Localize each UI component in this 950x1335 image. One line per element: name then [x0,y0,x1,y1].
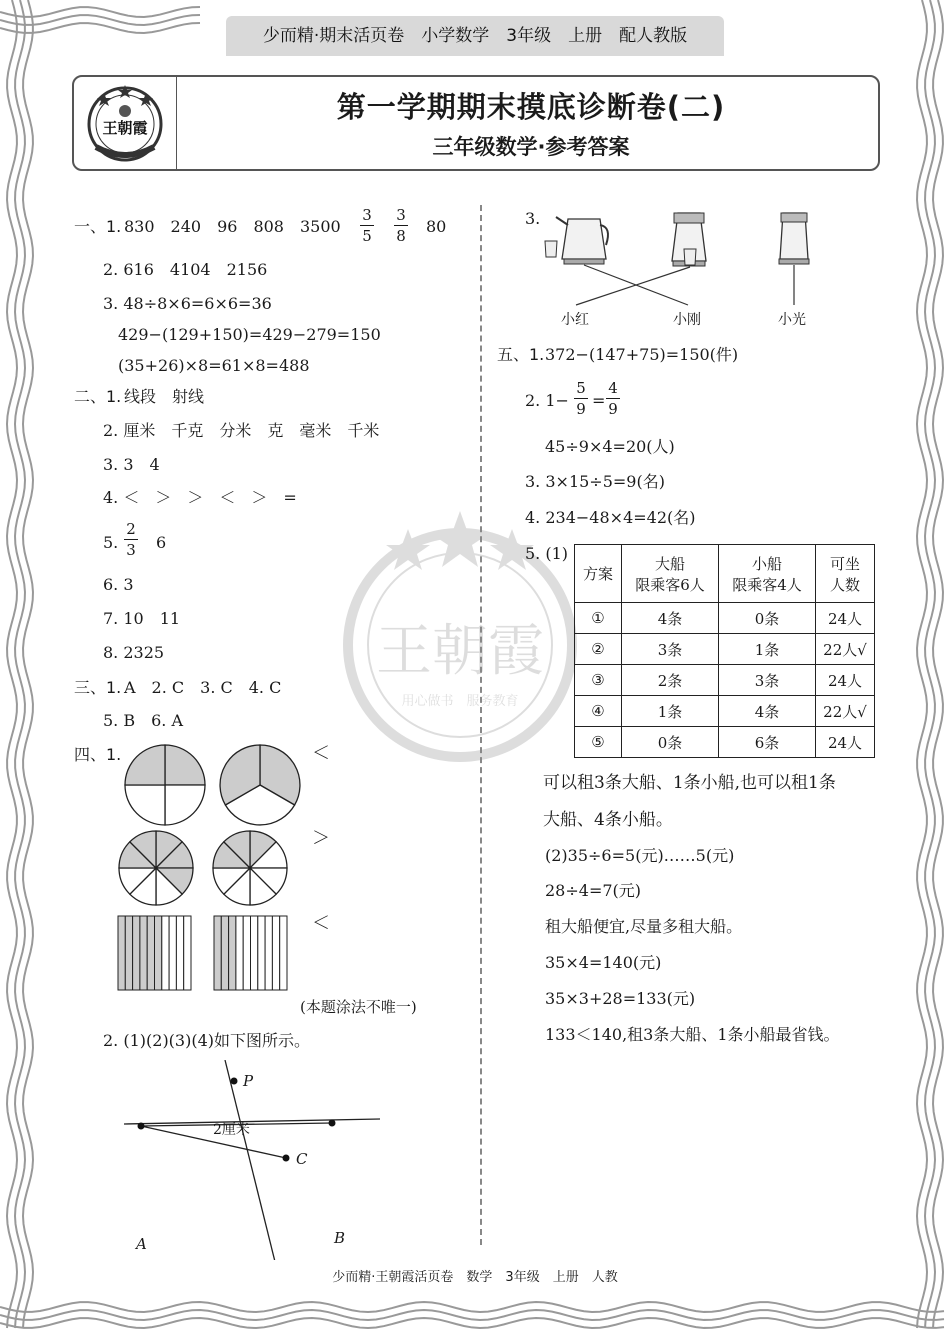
top-label: 少而精·期末活页卷 小学数学 3年级 上册 配人教版 [226,16,724,56]
s1-q3-line3: (35+26)×8=61×8=488 [118,356,310,375]
s1-q1-fraction-2: $\frac{3}{8}$ [394,208,408,244]
table-header-small-boat: 小船 限乘客4人 [719,545,816,603]
s2-q7: 7. 10 11 [103,609,181,628]
s5-q2-equals: = [592,391,606,410]
point-B-label: B [334,1229,346,1247]
table-row: ④ 1条 4条 22人√ [575,696,875,727]
s5-q2-label: 2. 1− [525,391,569,410]
section-2-label: 二、1. [74,387,122,406]
table-row: ③ 2条 3条 24人 [575,665,875,696]
s2-q4: 4. ＜ ＞ ＞ ＜ ＞ = [103,488,297,507]
compare-sign-1: ＜ [312,743,330,764]
s5-q2-fraction-2: $\frac{4}{9}$ [606,381,620,417]
table-header-plan: 方案 [575,545,622,603]
watermark-text: 王朝霞 [376,619,544,684]
r-q3-label: 3. [525,209,541,228]
point-A-label: A [136,1235,147,1253]
rect-strips-b [214,916,287,990]
circle-eighths-a [119,831,193,905]
s1-q1-fraction-1: $\frac{3}{5}$ [360,208,374,244]
s2-q5-label: 5. [103,533,119,552]
s2-q3: 3. 3 4 [103,455,160,474]
s2-q5-fraction: $\frac{2}{3}$ [124,522,138,558]
s5-q2-fraction-1: $\frac{5}{9}$ [574,381,588,417]
name-xiaogang: 小刚 [673,312,701,328]
s3-line2: 5. B 6. A [103,711,184,730]
s2-q5-value: 6 [156,533,167,552]
circle-quarters [125,745,205,825]
answer-line-5: 租大船便宜,尽量多租大船。 [545,917,743,936]
answer-line-8: 133＜140,租3条大船、1条小船最省钱。 [545,1025,840,1044]
s1-q2: 2. 616 4104 2156 [103,260,268,279]
circle-thirds [220,745,300,825]
s5-q2-line2: 45÷9×4=20(人) [545,437,675,456]
answer-line-3: (2)35÷6=5(元)……5(元) [545,846,735,865]
s2-q1: 线段 射线 [124,387,205,406]
s1-q1-answers: 830 240 96 808 3500 [124,217,341,236]
s4-q2: 2. (1)(2)(3)(4)如下图所示。 [103,1031,311,1050]
logo-text: 王朝霞 [102,119,148,137]
table-row: ② 3条 1条 22人√ [575,634,875,665]
circle-eighths-b [213,831,287,905]
table-header-capacity: 可坐 人数 [816,545,875,603]
name-xiaohong: 小红 [561,312,589,328]
page-subtitle: 三年级数学·参考答案 [432,135,630,159]
answer-line-2: 大船、4条小船。 [543,810,673,830]
fraction-figures [110,740,370,1000]
logo-separator [176,77,177,169]
s2-q6: 6. 3 [103,575,134,594]
s1-q3-line2: 429−(129+150)=429−279=150 [118,325,381,344]
section-4-label: 四、1. [74,745,122,764]
compare-sign-2: ＞ [312,828,330,849]
s4-note: (本题涂法不唯一) [300,998,417,1016]
answer-line-7: 35×3+28=133(元) [545,989,696,1008]
table-header-big-boat: 大船 限乘客6人 [622,545,719,603]
name-xiaoguang: 小光 [778,312,806,328]
kettle-1-icon [545,217,608,264]
page-footer: 少而精·王朝霞活页卷 数学 3年级 上册 人教 [332,1270,618,1285]
segment-length-label: 2厘米 [213,1122,250,1138]
section-1-label: 一、1. [74,217,122,236]
s5-q5-label: 5. (1) [525,544,569,563]
point-C-label: C [296,1150,308,1168]
logo-emblem-icon [84,81,166,163]
s5-q3: 3. 3×15÷5=9(名) [525,472,665,491]
answer-line-1: 可以租3条大船、1条小船,也可以租1条 [543,773,836,793]
s3-line1: A 2. C 3. C 4. C [124,678,282,697]
header-box [72,75,880,171]
rental-plan-table [574,544,875,758]
answer-line-4: 28÷4=7(元) [545,881,642,900]
answer-line-6: 35×4=140(元) [545,953,662,972]
column-divider [480,205,482,1245]
s2-q8: 8. 2325 [103,643,165,662]
rect-strips-a [118,916,191,990]
section-3-label: 三、1. [74,678,122,697]
watermark-slogan: 用心做书 服务教育 [401,694,519,709]
kettle-2-icon [672,213,706,266]
compare-sign-3: ＜ [312,913,330,934]
s2-q2: 2. 厘米 千克 分米 克 毫米 千米 [103,421,380,440]
s1-q3-line1: 3. 48÷8×6=6×6=36 [103,294,272,313]
page-title: 第一学期期末摸底诊断卷(二) [336,90,726,124]
kettle-3-icon [779,213,809,264]
geometry-figure [110,1060,400,1260]
s5-q1: 372−(147+75)=150(件) [545,345,739,364]
s5-q4: 4. 234−48×4=42(名) [525,508,696,527]
section-5-label: 五、1. [497,345,545,364]
table-row: ① 4条 0条 24人 [575,603,875,634]
s1-q1-last: 80 [426,217,447,236]
table-row: ⑤ 0条 6条 24人 [575,727,875,758]
kettle-matching-figure [540,205,830,328]
point-P-label: P [243,1072,254,1090]
